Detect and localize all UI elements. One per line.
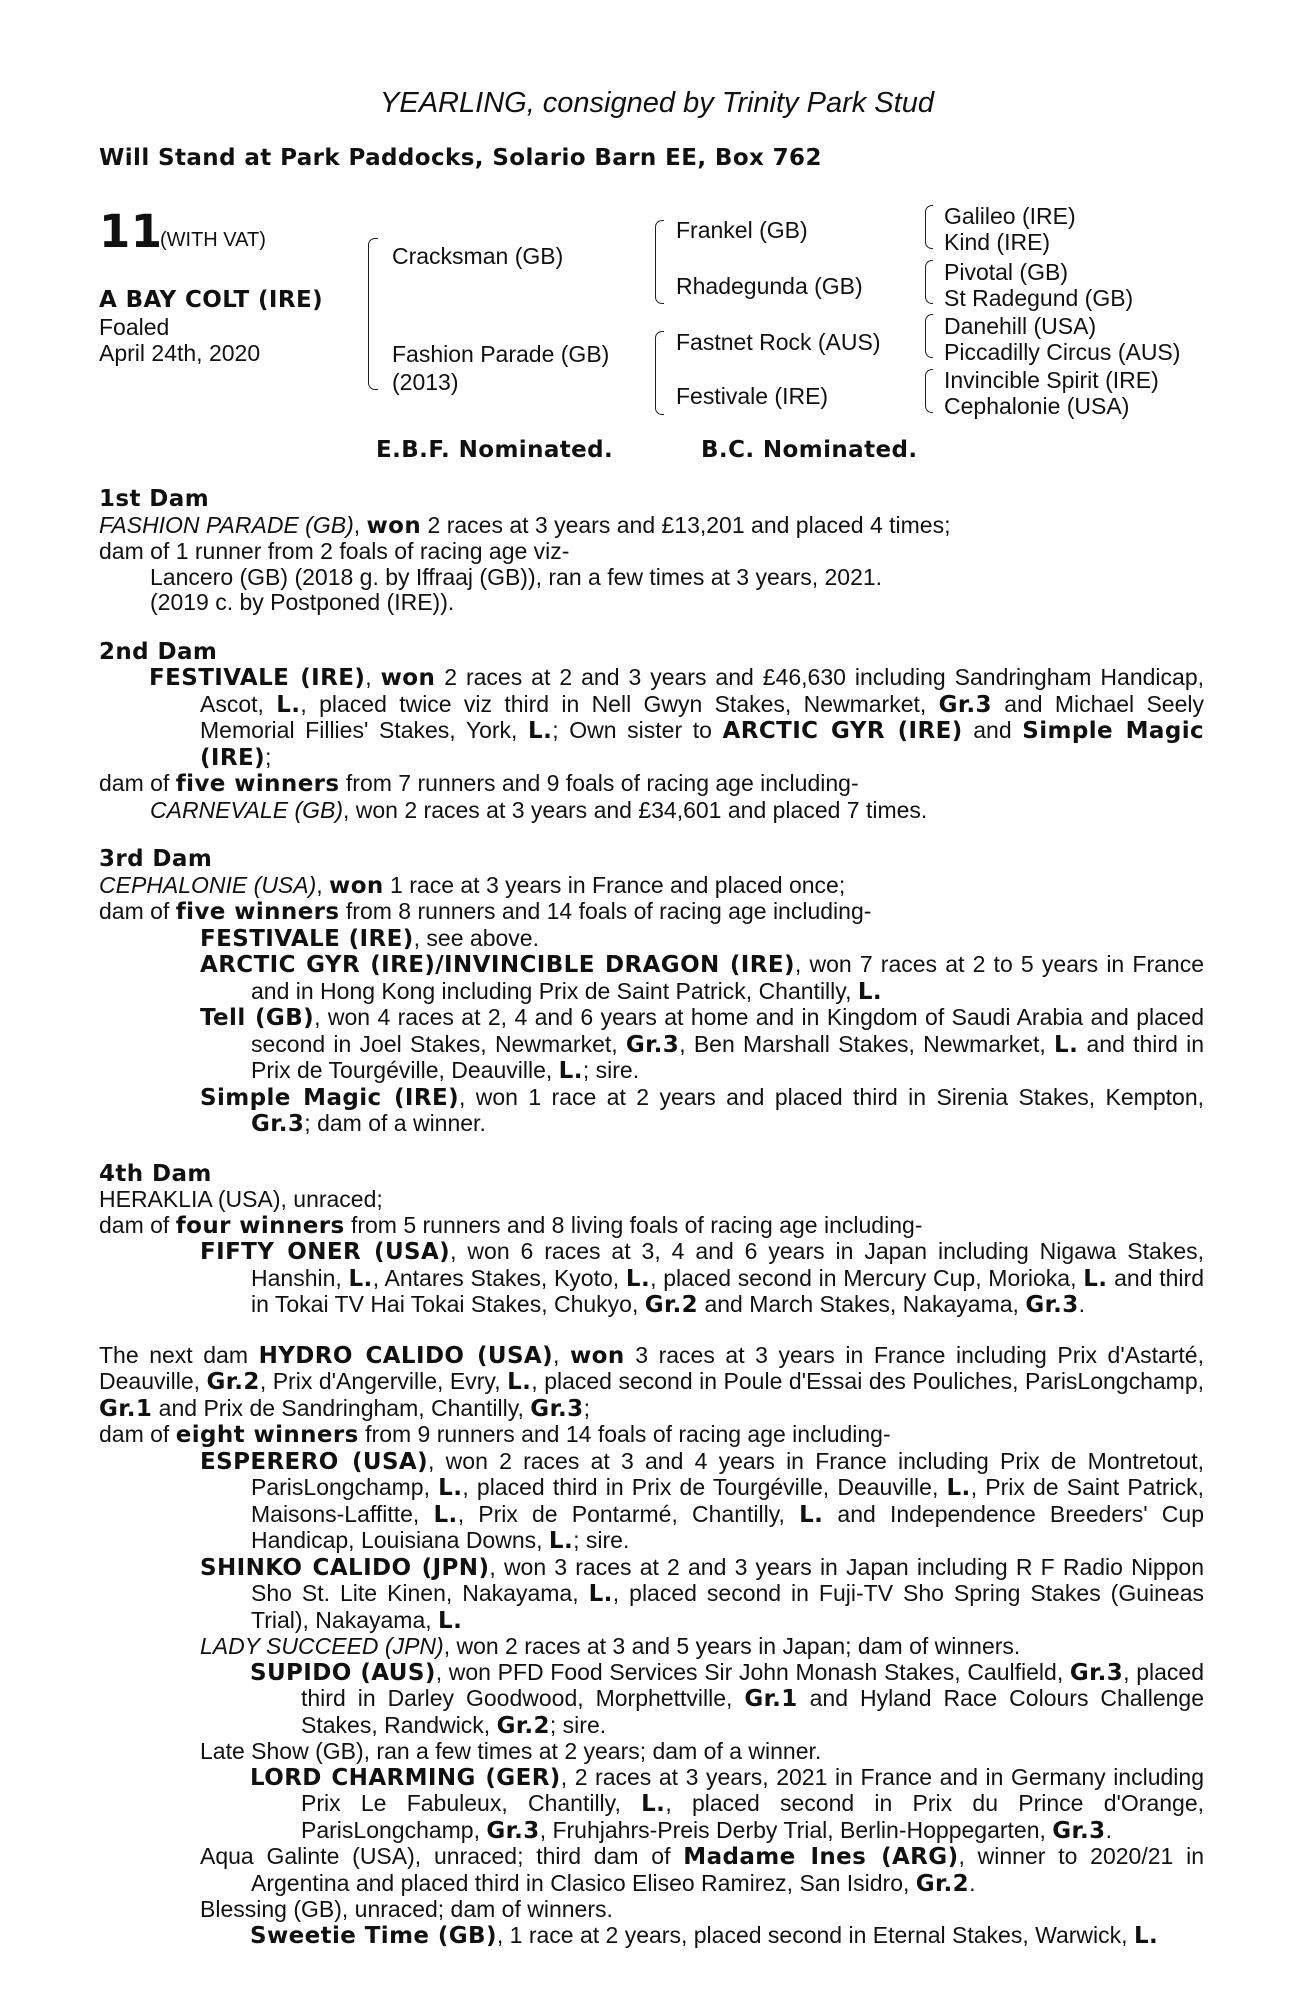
grand-offspring-entry: SUPIDO (AUS), won PFD Food Services Sir John Monash Stakes, Caulfield, Gr.3, placed third in Darley Goodwood, Morphettville, Gr.1 and Hyland Race Colours Challenge Stakes, Randwick, Gr.2; sire. (250, 1658, 1204, 1739)
offspring-entry: ESPERERO (USA), won 2 races at 3 and 4 years in France including Prix de Montretout, ParisLongchamp, L., placed third in Prix de Tourgéville, Deauville, L., Prix de Saint Patrick, Maisons-Laffitte, L., Prix de Pontarmé, Chantilly, L. and Independence Breeders' Cup Handicap, Louisiana Downs, L.; sire. (200, 1447, 1205, 1554)
pedigree-g6: Piccadilly Circus (AUS) (944, 339, 1181, 365)
dam-produce: dam of 1 runner from 2 foals of racing age viz- (99, 538, 570, 564)
pedigree-g7: Invincible Spirit (IRE) (944, 367, 1159, 393)
offspring-entry: ARCTIC GYR (IRE)/INVINCIBLE DRAGON (IRE), won 7 races at 2 to 5 years in France and in Hong Kong including Prix de Saint Patrick, Chantilly, L. (200, 951, 1204, 1005)
pedigree-brace-g2 (925, 260, 933, 304)
pedigree-g5: Danehill (USA) (944, 313, 1097, 339)
fourth-dam-section (99, 1162, 1204, 1319)
offspring-entry: Tell (GB), won 4 races at 2, 4 and 6 years at home and in Kingdom of Saudi Arabia and placed second in Joel Stakes, Newmarket, Gr.3, Ben Marshall Stakes, Newmarket, L. and third in Prix de Tourgéville, Deauville, L.; sire. (200, 1004, 1205, 1084)
pedigree-brace-dam (655, 331, 664, 415)
offspring-entry: FESTIVALE (IRE), see above. (200, 924, 539, 952)
dam-produce: dam of four winners from 5 runners and 8 living foals of racing age including- (99, 1211, 923, 1239)
lot-description: A BAY COLT (IRE) (99, 287, 323, 313)
offspring-entry: Aqua Galinte (USA), unraced; third dam of Madame Ines (ARG), winner to 2020/21 in Argentina and placed third in Clasico Eliseo Ramirez, San Isidro, Gr.2. (200, 1843, 1204, 1897)
offspring-entry: SHINKO CALIDO (JPN), won 3 races at 2 and 3 years in Japan including R F Radio Nippon Sho St. Lite Kinen, Nakayama, L., placed second in Fuji-TV Sho Spring Stakes (Guineas Trial), Nakayama, L. (200, 1553, 1205, 1634)
pedigree-dam-sire: Fastnet Rock (AUS) (676, 329, 881, 355)
offspring-entry: Blessing (GB), unraced; dam of winners. (200, 1896, 613, 1922)
ebf-nomination: E.B.F. Nominated. (376, 437, 614, 463)
vat-note: (WITH VAT) (160, 229, 266, 251)
foaled-label: Foaled (99, 314, 170, 340)
dam-produce: dam of five winners from 8 runners and 14 foals of racing age including- (99, 898, 872, 925)
pedigree-dam-year: (2013) (392, 369, 459, 395)
pedigree-g3: Pivotal (GB) (944, 259, 1068, 285)
dam-record: FASHION PARADE (GB), won 2 races at 3 years and £13,201 and placed 4 times; (99, 511, 951, 539)
offspring-entry: Lancero (GB) (2018 g. by Iffraaj (GB)), ran a few times at 3 years, 2021. (150, 563, 883, 590)
section-heading: 3rd Dam (99, 846, 213, 872)
pedigree-brace-main (368, 238, 378, 390)
bc-nomination: B.C. Nominated. (701, 437, 918, 463)
offspring-entry: Late Show (GB), ran a few times at 2 years; dam of a winner. (200, 1738, 822, 1764)
dam-produce: dam of five winners from 7 runners and 9 foals of racing age including- (99, 770, 859, 797)
grand-offspring-entry: LORD CHARMING (GER), 2 races at 3 years, 2021 in France and in Germany including Prix Le Fabuleux, Chantilly, L., placed second in Prix du Prince d'Orange, ParisLongchamp, Gr.3, Fruhjahrs-Preis Derby Trial, Berlin-Hoppegarten, Gr.3. (250, 1763, 1204, 1844)
pedigree-g2: Kind (IRE) (944, 229, 1051, 255)
offspring-entry: CARNEVALE (GB), won 2 races at 3 years and £34,601 and placed 7 times. (150, 796, 928, 823)
grand-offspring-entry: Sweetie Time (GB), 1 race at 2 years, placed second in Eternal Stakes, Warwick, L. (250, 1921, 1159, 1949)
pedigree-brace-g3 (925, 314, 933, 358)
foaled-date: April 24th, 2020 (99, 340, 261, 366)
pedigree-dam-dam: Festivale (IRE) (676, 383, 829, 409)
pedigree-brace-g4 (925, 369, 933, 413)
stand-location: Will Stand at Park Paddocks, Solario Barn EE, Box 762 (99, 145, 822, 171)
pedigree-brace-g1 (925, 205, 933, 249)
section-heading: 4th Dam (99, 1160, 212, 1187)
pedigree-dam: Fashion Parade (GB) (392, 341, 610, 367)
offspring-entry: (2019 c. by Postponed (IRE)). (150, 589, 455, 615)
dam-record: CEPHALONIE (USA), won 1 race at 3 years in France and placed once; (99, 871, 846, 899)
pedigree-g8: Cephalonie (USA) (944, 393, 1130, 419)
lot-number: 11 (99, 205, 163, 258)
section-heading: 1st Dam (99, 486, 210, 512)
offspring-entry: LADY SUCCEED (JPN), won 2 races at 3 and 5 years in Japan; dam of winners. (200, 1633, 1021, 1659)
dam-record: HERAKLIA (USA), unraced; (99, 1186, 383, 1212)
next-dam-section (99, 1343, 1204, 1950)
dam-produce: dam of eight winners from 9 runners and 14 foals of racing age including- (99, 1421, 891, 1448)
pedigree-g4: St Radegund (GB) (944, 285, 1134, 311)
pedigree-g1: Galileo (IRE) (944, 203, 1076, 229)
pedigree-sire-sire: Frankel (GB) (676, 217, 808, 243)
offspring-entry: Simple Magic (IRE), won 1 race at 2 years and placed third in Sirenia Stakes, Kempton, Gr.3; dam of a winner. (200, 1083, 1204, 1137)
second-dam-section (99, 640, 1204, 824)
dam-record: FESTIVALE (IRE), won 2 races at 2 and 3 years and £46,630 including Sandringham Handicap, Ascot, L., placed twice viz third in Nell Gwyn Stakes, Newmarket, Gr.3 and Michael Seely Memorial Fillies' Stakes, York, L.; Own sister to ARCTIC GYR (IRE) and Simple Magic (IRE); (149, 664, 1205, 771)
offspring-entry: FIFTY ONER (USA), won 6 races at 3, 4 and 6 years in Japan including Nigawa Stakes, Hanshin, L., Antares Stakes, Kyoto, L., placed second in Mercury Cup, Morioka, L. and third in Tokai TV Hai Tokai Stakes, Chukyo, Gr.2 and March Stakes, Nakayama, Gr.3. (200, 1238, 1205, 1318)
page-title: YEARLING, consigned by Trinity Park Stud (380, 87, 934, 119)
dam-record: The next dam HYDRO CALIDO (USA), won 3 races at 3 years in France including Prix d'Astarté, Deauville, Gr.2, Prix d'Angerville, Evry, L., placed second in Poule d'Essai des Pouliches, ParisLongchamp, Gr.1 and Prix de Sandringham, Chantilly, Gr.3; (99, 1341, 1205, 1422)
catalogue-body (99, 487, 1204, 1949)
third-dam-section (99, 847, 1204, 1138)
section-heading: 2nd Dam (99, 638, 218, 665)
pedigree-sire: Cracksman (GB) (392, 243, 564, 269)
pedigree-brace-sire (655, 220, 664, 304)
first-dam-section (99, 487, 1204, 616)
pedigree-sire-dam: Rhadegunda (GB) (676, 273, 863, 299)
